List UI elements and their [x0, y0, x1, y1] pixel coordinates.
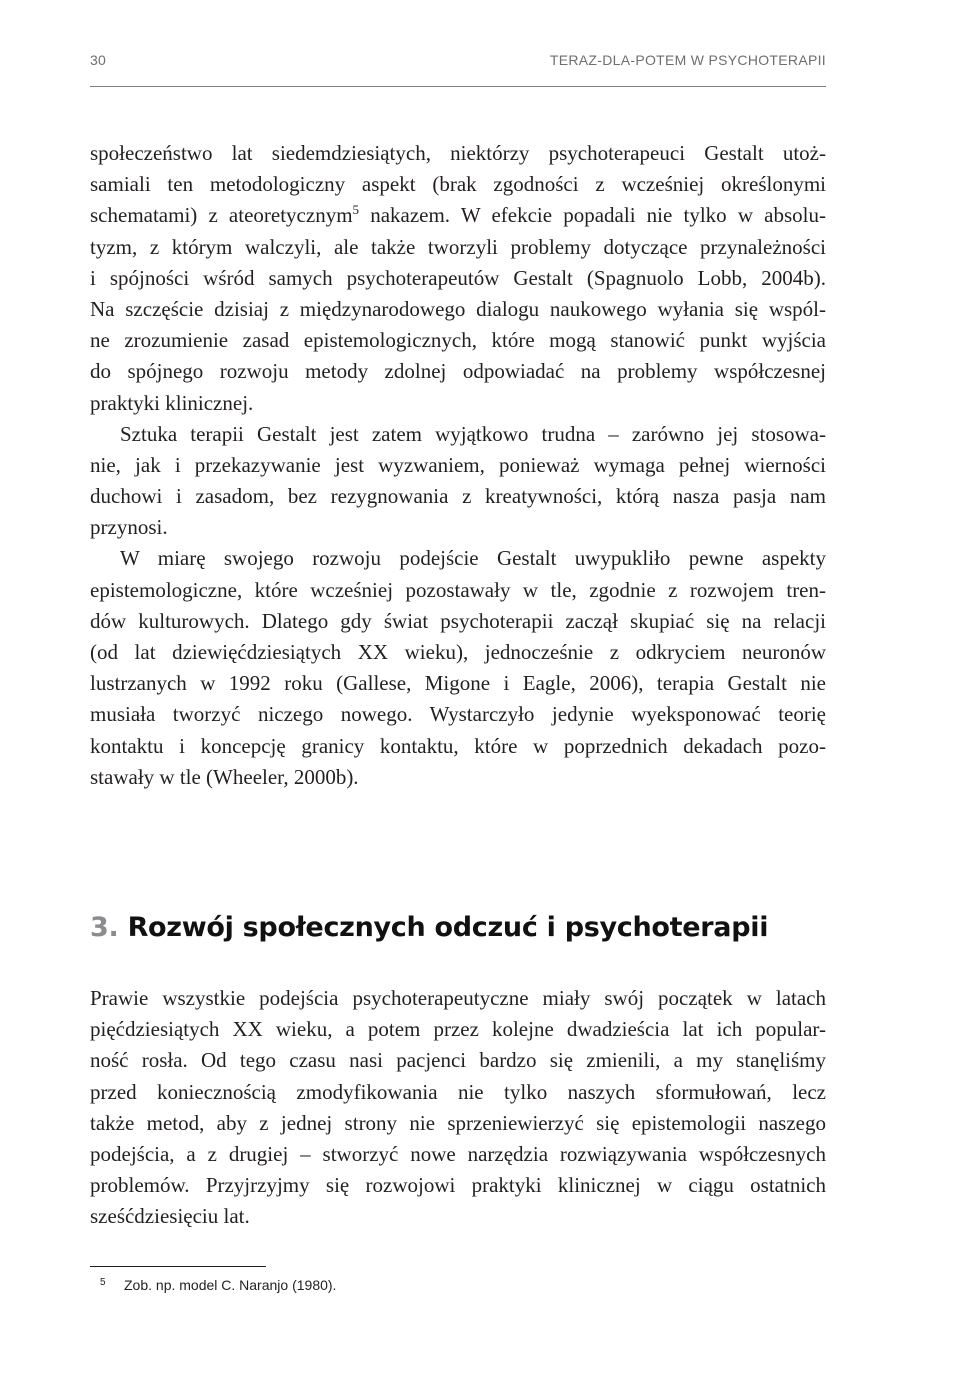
footnote — [100, 1277, 336, 1293]
text-line: społeczeństwo lat siedemdziesiątych, niektórzy psychoterapeuci Gestalt utoż- — [90, 141, 826, 165]
text-line: pięćdziesiątych XX wieku, a potem przez kolejne dwadzieścia lat ich popular- — [90, 1017, 826, 1042]
text-line: stawały w tle (Wheeler, 2000b). — [90, 764, 359, 789]
footnote-reference[interactable]: 5 — [352, 202, 360, 218]
footnote-rule — [90, 1266, 266, 1267]
text-line: sześćdziesięciu lat. — [90, 1204, 250, 1229]
page-number: 30 — [90, 52, 106, 68]
text-line: przed koniecznością zmodyfikowania nie tylko naszych sformułowań, lecz — [90, 1079, 826, 1104]
section-title: Rozwój społecznych odczuć i psychoterapii — [127, 912, 769, 943]
text-line: nie, jak i przekazywanie jest wyzwaniem, ponieważ wymaga pełnej wierności — [90, 452, 826, 477]
running-head — [90, 52, 826, 74]
section-number: 3. — [90, 912, 119, 943]
text-line: Prawie wszystkie podejścia psychoterapeutyczne miały swój początek w latach — [90, 986, 826, 1010]
text-line: dów kulturowych. Dlatego gdy świat psychoterapii zaczął skupiać się na relacji — [90, 608, 826, 633]
text-line: Na szczęście dzisiaj z międzynarodowego dialogu naukowego wyłania się wspól- — [90, 296, 826, 321]
header-rule — [90, 86, 826, 87]
footnote-mark: 5 — [100, 1277, 106, 1288]
text-line: tyzm, z którym walczyli, ale także tworzyli problemy dotyczące przynależności — [90, 234, 826, 259]
text-line: schematami) z ateoretycznym$^5$ nakazem. W efekcie popadali nie tylko w absolu- — [90, 202, 826, 228]
text-line: ne zrozumienie zasad epistemologicznych, które mogą stanowić punkt wyjścia — [90, 328, 826, 353]
footnote-text: Zob. np. model C. Naranjo (1980). — [124, 1277, 337, 1293]
text-line: przynosi. — [90, 515, 168, 540]
text-line: epistemologiczne, które wcześniej pozostawały w tle, zgodnie z rozwojem tren- — [90, 577, 826, 602]
running-title: TERAZ-DLA-POTEM W PSYCHOTERAPII — [549, 52, 826, 68]
text-line: także metod, aby z jednej strony nie sprzeniewierzyć się epistemologii naszego — [90, 1110, 826, 1135]
text-line: kontaktu i koncepcję granicy kontaktu, które w poprzednich dekadach pozo- — [90, 733, 826, 758]
text-line: podejścia, a z drugiej – stworzyć nowe narzędzia rozwiązywania współczesnych — [90, 1141, 826, 1166]
text-line: praktyki klinicznej. — [90, 390, 254, 415]
text-line: musiała tworzyć niczego nowego. Wystarczyło jedynie wyeksponować teorię — [90, 702, 826, 727]
section-heading — [90, 912, 826, 943]
text-line: W miarę swojego rozwoju podejście Gestalt uwypukliło pewne aspekty — [120, 546, 826, 571]
text-line: lustrzanych w 1992 roku (Gallese, Migone i Eagle, 2006), terapia Gestalt nie — [90, 671, 826, 696]
section-body-continued — [90, 138, 826, 793]
text-line: i spójności wśród samych psychoterapeutów Gestalt (Spagnuolo Lobb, 2004b). — [90, 265, 826, 290]
text-line: samiali ten metodologiczny aspekt (brak zgodności z wcześniej określonymi — [90, 172, 826, 197]
text-line: problemów. Przyjrzyjmy się rozwojowi praktyki klinicznej w ciągu ostatnich — [90, 1173, 826, 1198]
text-line: (od lat dziewięćdziesiątych XX wieku), jednocześnie z odkryciem neuronów — [90, 640, 826, 664]
text-line: Sztuka terapii Gestalt jest zatem wyjątkowo trudna – zarówno jej stosowa- — [120, 421, 826, 446]
text-line: do spójnego rozwoju metody zdolnej odpowiadać na problemy współczesnej — [90, 359, 826, 384]
text-line: ność rosła. Od tego czasu nasi pacjenci bardzo się zmienili, a my stanęliśmy — [90, 1048, 826, 1073]
section-3-body — [90, 983, 826, 1233]
text-line: duchowi i zasadom, bez rezygnowania z kreatywności, którą nasza pasja nam — [90, 484, 826, 509]
